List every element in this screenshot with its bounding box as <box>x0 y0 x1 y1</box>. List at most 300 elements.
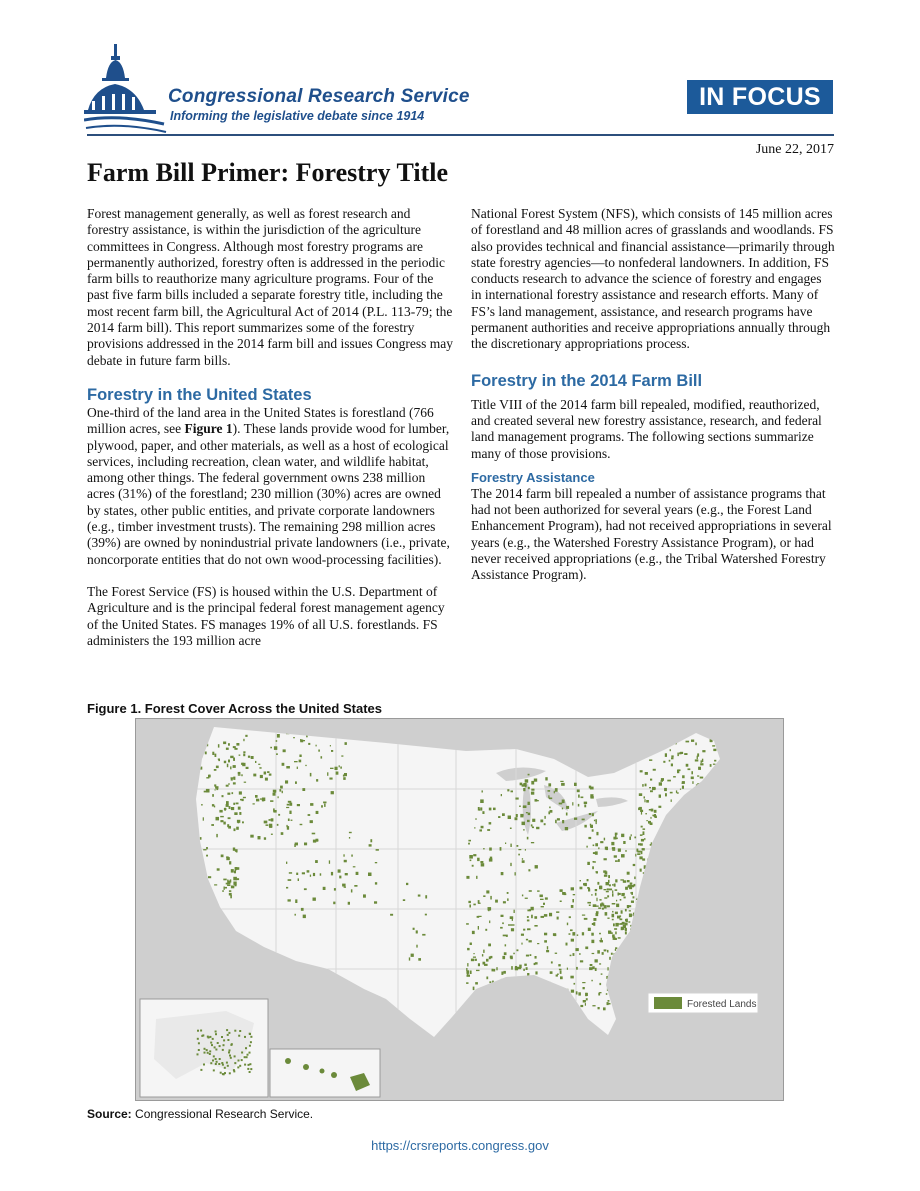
forest-dot <box>470 971 472 975</box>
forest-dot <box>329 778 332 780</box>
forest-dot <box>313 840 316 843</box>
forest-dot <box>605 847 607 850</box>
forest-dot <box>482 811 484 814</box>
forest-dot <box>607 895 609 897</box>
forest-dot <box>333 902 335 905</box>
forest-dot <box>349 837 350 839</box>
forest-dot <box>287 804 290 806</box>
forest-dot <box>562 800 565 804</box>
forest-dot <box>531 781 534 785</box>
forest-dot <box>583 1000 586 1003</box>
forest-dot <box>630 892 631 893</box>
forest-dot <box>200 1069 202 1071</box>
forest-dot <box>204 791 206 793</box>
forest-dot <box>215 1049 217 1051</box>
forest-dot <box>595 843 598 846</box>
forest-dot <box>600 841 603 843</box>
forest-dot <box>544 914 547 917</box>
forest-dot <box>270 747 272 749</box>
forest-dot <box>239 1065 241 1067</box>
forest-dot <box>493 808 496 811</box>
forest-dot <box>418 895 421 897</box>
forest-dot <box>604 838 605 841</box>
forest-dot <box>643 828 646 830</box>
forest-dot <box>671 764 673 767</box>
forest-dot <box>219 1045 221 1047</box>
forest-dot <box>686 764 689 767</box>
forest-dot <box>615 932 617 935</box>
forest-dot <box>324 804 326 807</box>
forest-dot <box>344 773 347 776</box>
forest-dot <box>288 879 292 881</box>
forest-dot <box>213 1069 215 1071</box>
forest-dot <box>609 884 611 886</box>
map-legend <box>648 993 758 1013</box>
forest-dot <box>671 755 673 757</box>
forest-dot <box>535 971 537 974</box>
forest-dot <box>501 972 503 975</box>
publication-date: June 22, 2017 <box>755 142 834 157</box>
forest-dot <box>467 948 470 950</box>
forest-dot <box>304 843 307 846</box>
forest-dot <box>510 844 511 847</box>
forest-dot <box>269 819 271 821</box>
forest-dot <box>278 814 280 816</box>
forest-dot <box>577 934 579 936</box>
forest-dot <box>271 818 274 821</box>
forest-dot <box>239 755 241 756</box>
forest-dot <box>599 899 601 901</box>
forest-dot <box>472 931 475 934</box>
forest-dot <box>540 820 543 823</box>
forest-dot <box>599 963 601 964</box>
forest-dot <box>286 887 288 889</box>
forest-dot <box>197 1053 199 1055</box>
forest-dot <box>237 1066 239 1068</box>
forest-dot <box>406 883 408 885</box>
forest-dot <box>571 905 574 908</box>
forest-dot <box>310 773 312 777</box>
forest-dot <box>573 953 575 956</box>
forest-dot <box>274 791 276 792</box>
forest-dot <box>679 752 682 754</box>
forest-dot <box>590 794 593 797</box>
forest-dot <box>595 968 597 971</box>
forest-dot <box>578 992 581 995</box>
forest-dot <box>575 948 578 951</box>
forest-dot <box>682 775 685 778</box>
forest-dot <box>617 916 620 919</box>
forest-dot <box>644 838 645 840</box>
forest-dot <box>281 832 284 835</box>
in-focus-badge: IN FOCUS <box>687 80 833 114</box>
forest-dot <box>576 991 578 994</box>
forest-dot <box>631 834 632 836</box>
forest-dot <box>521 943 522 945</box>
forest-dot <box>710 764 712 767</box>
forest-dot <box>243 751 245 753</box>
forest-dot <box>593 922 595 926</box>
forest-dot <box>596 871 598 873</box>
forest-dot <box>342 884 346 887</box>
forest-dot <box>206 847 208 849</box>
forest-dot <box>295 914 296 916</box>
forest-dot <box>321 805 323 807</box>
forest-dot <box>608 1000 610 1002</box>
forest-dot <box>375 862 377 863</box>
forest-dot <box>241 763 244 765</box>
forest-dot <box>267 771 269 773</box>
forest-dot <box>230 756 233 758</box>
forest-dot <box>313 898 316 901</box>
forest-dot <box>243 753 245 756</box>
forest-dot <box>339 765 340 767</box>
forest-dot <box>614 884 616 887</box>
forest-dot <box>569 916 571 918</box>
forest-dot <box>561 783 565 786</box>
forest-dot <box>241 774 242 776</box>
forest-dot <box>528 787 530 789</box>
forest-dot <box>549 807 550 809</box>
forest-dot <box>370 839 372 842</box>
forest-dot <box>573 894 575 895</box>
forest-dot <box>639 793 642 796</box>
forest-dot <box>611 842 614 845</box>
forest-dot <box>566 943 568 946</box>
forest-dot <box>246 1056 248 1058</box>
forest-dot <box>629 910 631 911</box>
forest-dot <box>478 926 479 930</box>
forest-dot <box>299 760 302 763</box>
forest-dot <box>507 789 509 791</box>
forest-dot <box>584 825 586 828</box>
forest-dot <box>484 964 488 966</box>
forest-dot <box>330 768 334 769</box>
forest-dot <box>338 869 341 872</box>
forest-dot <box>216 834 218 837</box>
forest-dot <box>640 834 643 836</box>
forest-dot <box>483 950 484 953</box>
forest-dot <box>467 963 468 966</box>
us-map-svg <box>136 719 783 1100</box>
forest-dot <box>233 882 236 885</box>
forest-dot <box>614 928 617 930</box>
forest-dot <box>615 879 617 882</box>
header-rule <box>87 134 834 136</box>
forest-dot <box>523 806 527 808</box>
forest-dot <box>625 909 627 912</box>
forest-dot <box>300 739 301 742</box>
forest-dot <box>478 900 480 903</box>
forest-dot <box>585 947 588 950</box>
forest-dot <box>215 1033 217 1035</box>
forest-dot <box>286 807 289 808</box>
forest-dot <box>670 749 671 751</box>
forest-dot <box>529 940 532 942</box>
forest-dot <box>653 769 656 771</box>
forest-dot <box>697 753 699 756</box>
forest-dot <box>700 763 703 765</box>
forest-dot <box>671 799 672 802</box>
forest-dot <box>321 756 323 758</box>
forest-dot <box>592 953 595 954</box>
forest-dot <box>477 858 480 861</box>
forest-dot <box>592 1005 595 1006</box>
forest-dot <box>579 953 580 955</box>
forest-dot <box>233 765 236 768</box>
forest-dot <box>467 973 469 975</box>
forest-dot <box>498 816 500 818</box>
forest-dot <box>622 922 625 925</box>
forest-dot <box>501 872 504 875</box>
forest-dot <box>661 778 664 781</box>
forest-dot <box>586 846 587 848</box>
forest-dot <box>677 753 679 757</box>
forest-dot <box>652 787 655 790</box>
forest-dot <box>616 838 618 840</box>
forest-dot <box>307 870 310 872</box>
forest-dot <box>625 919 626 921</box>
forest-dot <box>532 827 534 829</box>
forest-dot <box>644 796 646 798</box>
forest-dot <box>353 866 356 867</box>
title-viii-paragraph: Title VIII of the 2014 farm bill repealed, modified, reauthorized, and created several new forestry assistance, research, and federal land management programs. The following sections summarize many of those provisions. <box>471 396 822 461</box>
forest-dot <box>582 819 585 821</box>
forest-dot <box>206 855 208 857</box>
forest-dot <box>219 810 222 813</box>
forest-dot <box>215 1063 217 1065</box>
forest-dot <box>580 887 583 890</box>
forest-dot <box>251 756 254 759</box>
forest-dot <box>607 905 610 907</box>
forest-dot <box>620 923 622 925</box>
forest-dot <box>555 788 558 792</box>
forest-dot <box>702 759 703 762</box>
subsection-heading-forestry-assistance: Forestry Assistance <box>471 469 595 485</box>
forest-dot <box>518 854 520 856</box>
forest-dot <box>229 861 231 864</box>
forest-dot <box>351 855 353 857</box>
forest-dot <box>649 809 652 811</box>
forest-dot <box>471 959 474 962</box>
forest-dot <box>489 858 493 861</box>
forest-dot <box>496 967 497 970</box>
forest-dot <box>513 953 515 955</box>
forest-dot <box>230 1057 232 1059</box>
forest-dot <box>589 888 591 891</box>
forest-dot <box>351 889 353 892</box>
section-heading-forestry-us: Forestry in the United States <box>87 385 312 404</box>
forest-dot <box>650 779 652 781</box>
forest-dot <box>582 982 585 983</box>
forest-dot <box>588 928 591 931</box>
forest-dot <box>534 779 537 782</box>
forest-dot <box>223 742 226 745</box>
forest-dot <box>585 993 587 996</box>
forest-dot <box>210 1042 212 1044</box>
forest-dot <box>527 910 530 912</box>
forest-dot <box>596 913 599 916</box>
forest-dot <box>466 968 467 971</box>
forest-dot <box>260 775 263 778</box>
forest-dot <box>228 743 230 746</box>
forest-dot <box>209 1036 211 1038</box>
forest-dot <box>560 971 562 974</box>
forest-dot <box>249 1045 251 1047</box>
forest-dot <box>233 782 236 784</box>
forest-dot <box>293 737 295 738</box>
forest-dot <box>597 882 599 885</box>
forest-dot <box>483 895 485 897</box>
forest-dot <box>226 883 228 885</box>
forest-dot <box>650 822 653 825</box>
forest-dot <box>479 829 482 831</box>
forest-dot <box>280 786 283 789</box>
forest-dot <box>336 772 339 775</box>
forest-dot <box>374 901 377 903</box>
forest-dot <box>296 873 298 875</box>
forest-dot <box>641 826 643 828</box>
forest-dot <box>225 887 227 889</box>
forest-dot <box>592 966 594 969</box>
forest-dot <box>680 789 681 790</box>
forest-dot <box>467 975 471 977</box>
forest-dot <box>615 923 618 927</box>
forest-dot <box>598 847 599 849</box>
forest-dot <box>599 983 601 985</box>
forest-dot <box>604 858 607 860</box>
forest-dot <box>527 920 530 922</box>
forest-dot <box>556 911 559 913</box>
forest-dot <box>519 965 522 969</box>
forest-dot <box>646 820 647 821</box>
forest-dot <box>226 1062 228 1064</box>
forest-dot <box>650 817 651 819</box>
forest-dot <box>606 882 610 885</box>
forest-dot <box>236 827 239 830</box>
forest-dot <box>501 915 504 917</box>
forest-dot <box>228 1052 230 1054</box>
forest-dot <box>531 824 533 826</box>
forest-dot <box>593 852 595 854</box>
footer-url-link[interactable]: https://crsreports.congress.gov <box>371 1138 549 1153</box>
forest-dot <box>221 820 224 822</box>
forest-dot <box>526 967 528 970</box>
forest-dot <box>565 827 568 830</box>
forest-dot <box>478 916 481 917</box>
forest-dot <box>604 897 607 898</box>
forest-dot <box>255 761 256 763</box>
forest-dot <box>620 879 624 880</box>
forest-dot <box>480 861 483 863</box>
forest-dot <box>599 933 601 935</box>
forest-dot <box>304 888 307 890</box>
forest-dot <box>214 769 217 771</box>
forest-dot <box>243 797 246 798</box>
forest-dot <box>593 904 597 907</box>
forest-dot <box>601 903 603 906</box>
forest-dot <box>208 876 211 878</box>
forest-dot <box>236 743 239 746</box>
forest-dot <box>634 837 636 839</box>
forest-dot <box>236 851 238 853</box>
forest-dot <box>288 801 292 803</box>
forest-dot <box>470 860 472 862</box>
forest-dot <box>486 890 489 893</box>
forest-dot <box>480 807 482 810</box>
forest-dot <box>511 924 514 925</box>
forest-dot <box>229 806 231 809</box>
forest-dot <box>216 1061 218 1063</box>
forest-dot <box>682 783 684 784</box>
forest-dot <box>201 804 203 805</box>
forest-dot <box>286 766 290 769</box>
forest-dot <box>534 963 536 965</box>
forest-dot <box>649 787 651 788</box>
forest-dot <box>503 901 506 903</box>
forest-dot <box>644 799 645 802</box>
forest-dot <box>238 774 241 776</box>
forest-dot <box>640 869 642 872</box>
forest-dot <box>250 1041 252 1043</box>
forest-dot <box>239 812 241 815</box>
forest-dot <box>205 752 207 755</box>
forest-dot <box>615 947 617 949</box>
forest-dot <box>212 1060 214 1062</box>
forest-dot <box>206 789 210 793</box>
forest-dot <box>523 829 525 830</box>
forest-dot <box>550 971 553 974</box>
forest-dot <box>227 1039 229 1041</box>
forest-dot <box>277 734 280 738</box>
forest-dot <box>232 792 234 794</box>
forest-dot <box>544 823 546 825</box>
forest-dot <box>612 893 614 896</box>
forest-dot <box>262 798 265 802</box>
forest-dot <box>228 783 229 785</box>
forest-dot <box>323 887 326 890</box>
forest-dot <box>627 880 630 882</box>
forest-dot <box>528 869 530 871</box>
forest-dot <box>233 848 235 851</box>
forest-dot <box>702 750 705 752</box>
forest-dot <box>273 808 275 811</box>
forest-dot <box>584 805 586 808</box>
forest-dot <box>503 935 506 937</box>
forest-dot <box>677 769 680 771</box>
source-text: Congressional Research Service. <box>135 1107 314 1121</box>
forest-dot <box>555 953 557 954</box>
forest-dot <box>344 887 346 888</box>
forest-dot <box>601 973 603 974</box>
forest-dot <box>413 928 415 930</box>
forest-dot <box>554 791 555 793</box>
forest-dot <box>691 777 694 780</box>
forest-dot <box>224 1067 226 1069</box>
forest-dot <box>233 1069 235 1071</box>
forest-dot <box>310 803 313 806</box>
forest-dot <box>526 812 528 813</box>
forest-dot <box>596 832 598 835</box>
forest-dot <box>612 934 615 937</box>
forest-dot <box>208 1037 210 1039</box>
forest-dot <box>520 814 523 818</box>
forest-dot <box>214 884 217 885</box>
forest-dot <box>206 1049 208 1051</box>
forest-dot <box>527 929 528 930</box>
forest-dot <box>273 793 276 796</box>
forest-dot <box>544 933 547 936</box>
